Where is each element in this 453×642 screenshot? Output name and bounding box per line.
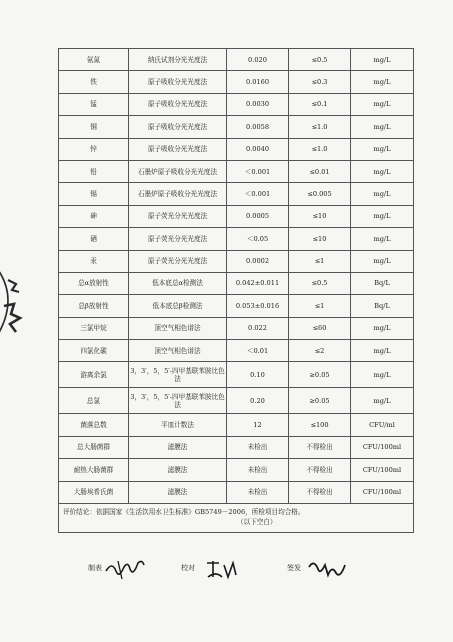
table-row: [59, 414, 414, 436]
cell-item: 耐热大肠菌群: [59, 459, 129, 481]
cell-item: 游离余氯: [59, 362, 129, 388]
cell-method: 低本底总β检测法: [129, 295, 227, 317]
cell-item: 菌落总数: [59, 414, 129, 436]
cell-limit: ≤0.01: [289, 160, 351, 182]
cell-limit: ≤60: [289, 317, 351, 339]
cell-method: 滤膜法: [129, 481, 227, 503]
blank-below-note: （以下空白）: [237, 517, 277, 526]
cell-unit: mg/L: [351, 205, 414, 227]
cell-method: 滤膜法: [129, 436, 227, 458]
conclusion-row: [59, 504, 414, 533]
table-row: [59, 481, 414, 503]
conclusion-cell: [59, 504, 414, 533]
cell-unit: mg/L: [351, 49, 414, 71]
cell-unit: mg/L: [351, 93, 414, 115]
cell-result: ＜0.001: [227, 183, 289, 205]
cell-result: 0.0002: [227, 250, 289, 272]
table-row: [59, 295, 414, 317]
prepared-signature: [104, 557, 146, 583]
cell-result: 0.020: [227, 49, 289, 71]
cell-limit: ≤1: [289, 295, 351, 317]
cell-item: 镉: [59, 183, 129, 205]
cell-method: 3，3′，5，5′-四甲基联苯胺比色法: [129, 388, 227, 414]
cell-method: 原子荧光分光光度法: [129, 228, 227, 250]
cell-item: 铁: [59, 71, 129, 93]
cell-method: 滤膜法: [129, 459, 227, 481]
table-row: [59, 49, 414, 71]
table-row: [59, 71, 414, 93]
cell-result: 0.0030: [227, 93, 289, 115]
cell-method: 原子吸收分光光度法: [129, 138, 227, 160]
table-row: [59, 272, 414, 294]
cell-limit: ≤0.1: [289, 93, 351, 115]
cell-limit: ≥0.05: [289, 388, 351, 414]
test-results-table: [58, 48, 414, 533]
cell-limit: 不得检出: [289, 459, 351, 481]
cell-method: 平皿计数法: [129, 414, 227, 436]
cell-limit: 不得检出: [289, 481, 351, 503]
cell-unit: mg/L: [351, 388, 414, 414]
cell-limit: 不得检出: [289, 436, 351, 458]
cell-result: 0.053±0.016: [227, 295, 289, 317]
cell-method: 原子吸收分光光度法: [129, 116, 227, 138]
cell-unit: Bq/L: [351, 272, 414, 294]
cell-limit: ≤0.005: [289, 183, 351, 205]
table-row: [59, 317, 414, 339]
cell-unit: mg/L: [351, 71, 414, 93]
cell-item: 锰: [59, 93, 129, 115]
cell-limit: ≤2: [289, 340, 351, 362]
cell-unit: CFU/100ml: [351, 481, 414, 503]
cell-item: 硒: [59, 228, 129, 250]
cell-unit: CFU/100ml: [351, 436, 414, 458]
cell-result: 0.0005: [227, 205, 289, 227]
table-row: [59, 362, 414, 388]
cell-item: 锌: [59, 138, 129, 160]
cell-item: 砷: [59, 205, 129, 227]
cell-limit: ≤1: [289, 250, 351, 272]
table-row: [59, 436, 414, 458]
cell-unit: CFU/100ml: [351, 459, 414, 481]
approved-label: 签发: [287, 564, 301, 572]
cell-limit: ≤100: [289, 414, 351, 436]
cell-unit: mg/L: [351, 317, 414, 339]
cell-method: 纳氏试剂分光光度法: [129, 49, 227, 71]
cell-limit: ≤0.5: [289, 49, 351, 71]
table-row: [59, 205, 414, 227]
cell-method: 原子吸收分光光度法: [129, 93, 227, 115]
cell-unit: mg/L: [351, 160, 414, 182]
cell-item: 总大肠菌群: [59, 436, 129, 458]
cell-item: 三氯甲烷: [59, 317, 129, 339]
cell-result: 0.0040: [227, 138, 289, 160]
cell-unit: mg/L: [351, 340, 414, 362]
cell-result: ＜0.001: [227, 160, 289, 182]
cell-unit: mg/L: [351, 183, 414, 205]
approved-signature: [307, 557, 347, 579]
cell-result: 0.022: [227, 317, 289, 339]
cell-result: ＜0.01: [227, 340, 289, 362]
checked-label: 校对: [181, 564, 195, 572]
cell-item: 铜: [59, 116, 129, 138]
cell-limit: ≤10: [289, 228, 351, 250]
cell-result: 12: [227, 414, 289, 436]
cell-limit: ≤0.3: [289, 71, 351, 93]
table-row: [59, 116, 414, 138]
cell-method: 石墨炉原子吸收分光光度法: [129, 183, 227, 205]
cell-unit: mg/L: [351, 138, 414, 160]
table-row: [59, 459, 414, 481]
cell-limit: ≤0.5: [289, 272, 351, 294]
table-row: [59, 388, 414, 414]
cell-item: 总β放射性: [59, 295, 129, 317]
cell-result: 0.0160: [227, 71, 289, 93]
cell-result: 未检出: [227, 436, 289, 458]
cell-method: 顶空气相色谱法: [129, 340, 227, 362]
cell-unit: mg/L: [351, 362, 414, 388]
table-row: [59, 183, 414, 205]
conclusion-text: 评价结论：依据国家《生活饮用水卫生标准》GB5749－2006，所检项目均合格。: [63, 508, 305, 517]
table-row: [59, 340, 414, 362]
cell-item: 总α放射性: [59, 272, 129, 294]
cell-method: 原子吸收分光光度法: [129, 71, 227, 93]
cell-method: 原子荧光分光光度法: [129, 205, 227, 227]
cell-item: 氨氮: [59, 49, 129, 71]
cell-method: 原子荧光分光光度法: [129, 250, 227, 272]
table-row: [59, 138, 414, 160]
cell-limit: ≤1.0: [289, 138, 351, 160]
cell-method: 低本底总α检测法: [129, 272, 227, 294]
cell-method: 石墨炉原子吸收分光光度法: [129, 160, 227, 182]
cell-unit: mg/L: [351, 250, 414, 272]
prepared-label: 制表: [88, 564, 102, 572]
cell-limit: ≤1.0: [289, 116, 351, 138]
cell-item: 汞: [59, 250, 129, 272]
cell-result: 未检出: [227, 459, 289, 481]
table-row: [59, 93, 414, 115]
cell-item: 大肠埃希氏菌: [59, 481, 129, 503]
cell-result: ＜0.05: [227, 228, 289, 250]
cell-result: 0.042±0.011: [227, 272, 289, 294]
cell-method: 3，3′，5，5′-四甲基联苯胺比色法: [129, 362, 227, 388]
cell-limit: ≥0.05: [289, 362, 351, 388]
cell-unit: Bq/L: [351, 295, 414, 317]
table-body: [59, 49, 414, 504]
cell-item: 总氯: [59, 388, 129, 414]
table-row: [59, 228, 414, 250]
table-row: [59, 250, 414, 272]
cell-unit: mg/L: [351, 228, 414, 250]
cell-result: 未检出: [227, 481, 289, 503]
cell-result: 0.0058: [227, 116, 289, 138]
cell-result: 0.10: [227, 362, 289, 388]
cell-item: 四氯化碳: [59, 340, 129, 362]
cell-unit: mg/L: [351, 116, 414, 138]
cell-method: 顶空气相色谱法: [129, 317, 227, 339]
cell-result: 0.20: [227, 388, 289, 414]
checked-signature: [204, 557, 240, 581]
cell-item: 铅: [59, 160, 129, 182]
table-row: [59, 160, 414, 182]
cell-limit: ≤10: [289, 205, 351, 227]
cell-unit: CFU/ml: [351, 414, 414, 436]
red-stamp-fragment: [0, 258, 34, 348]
